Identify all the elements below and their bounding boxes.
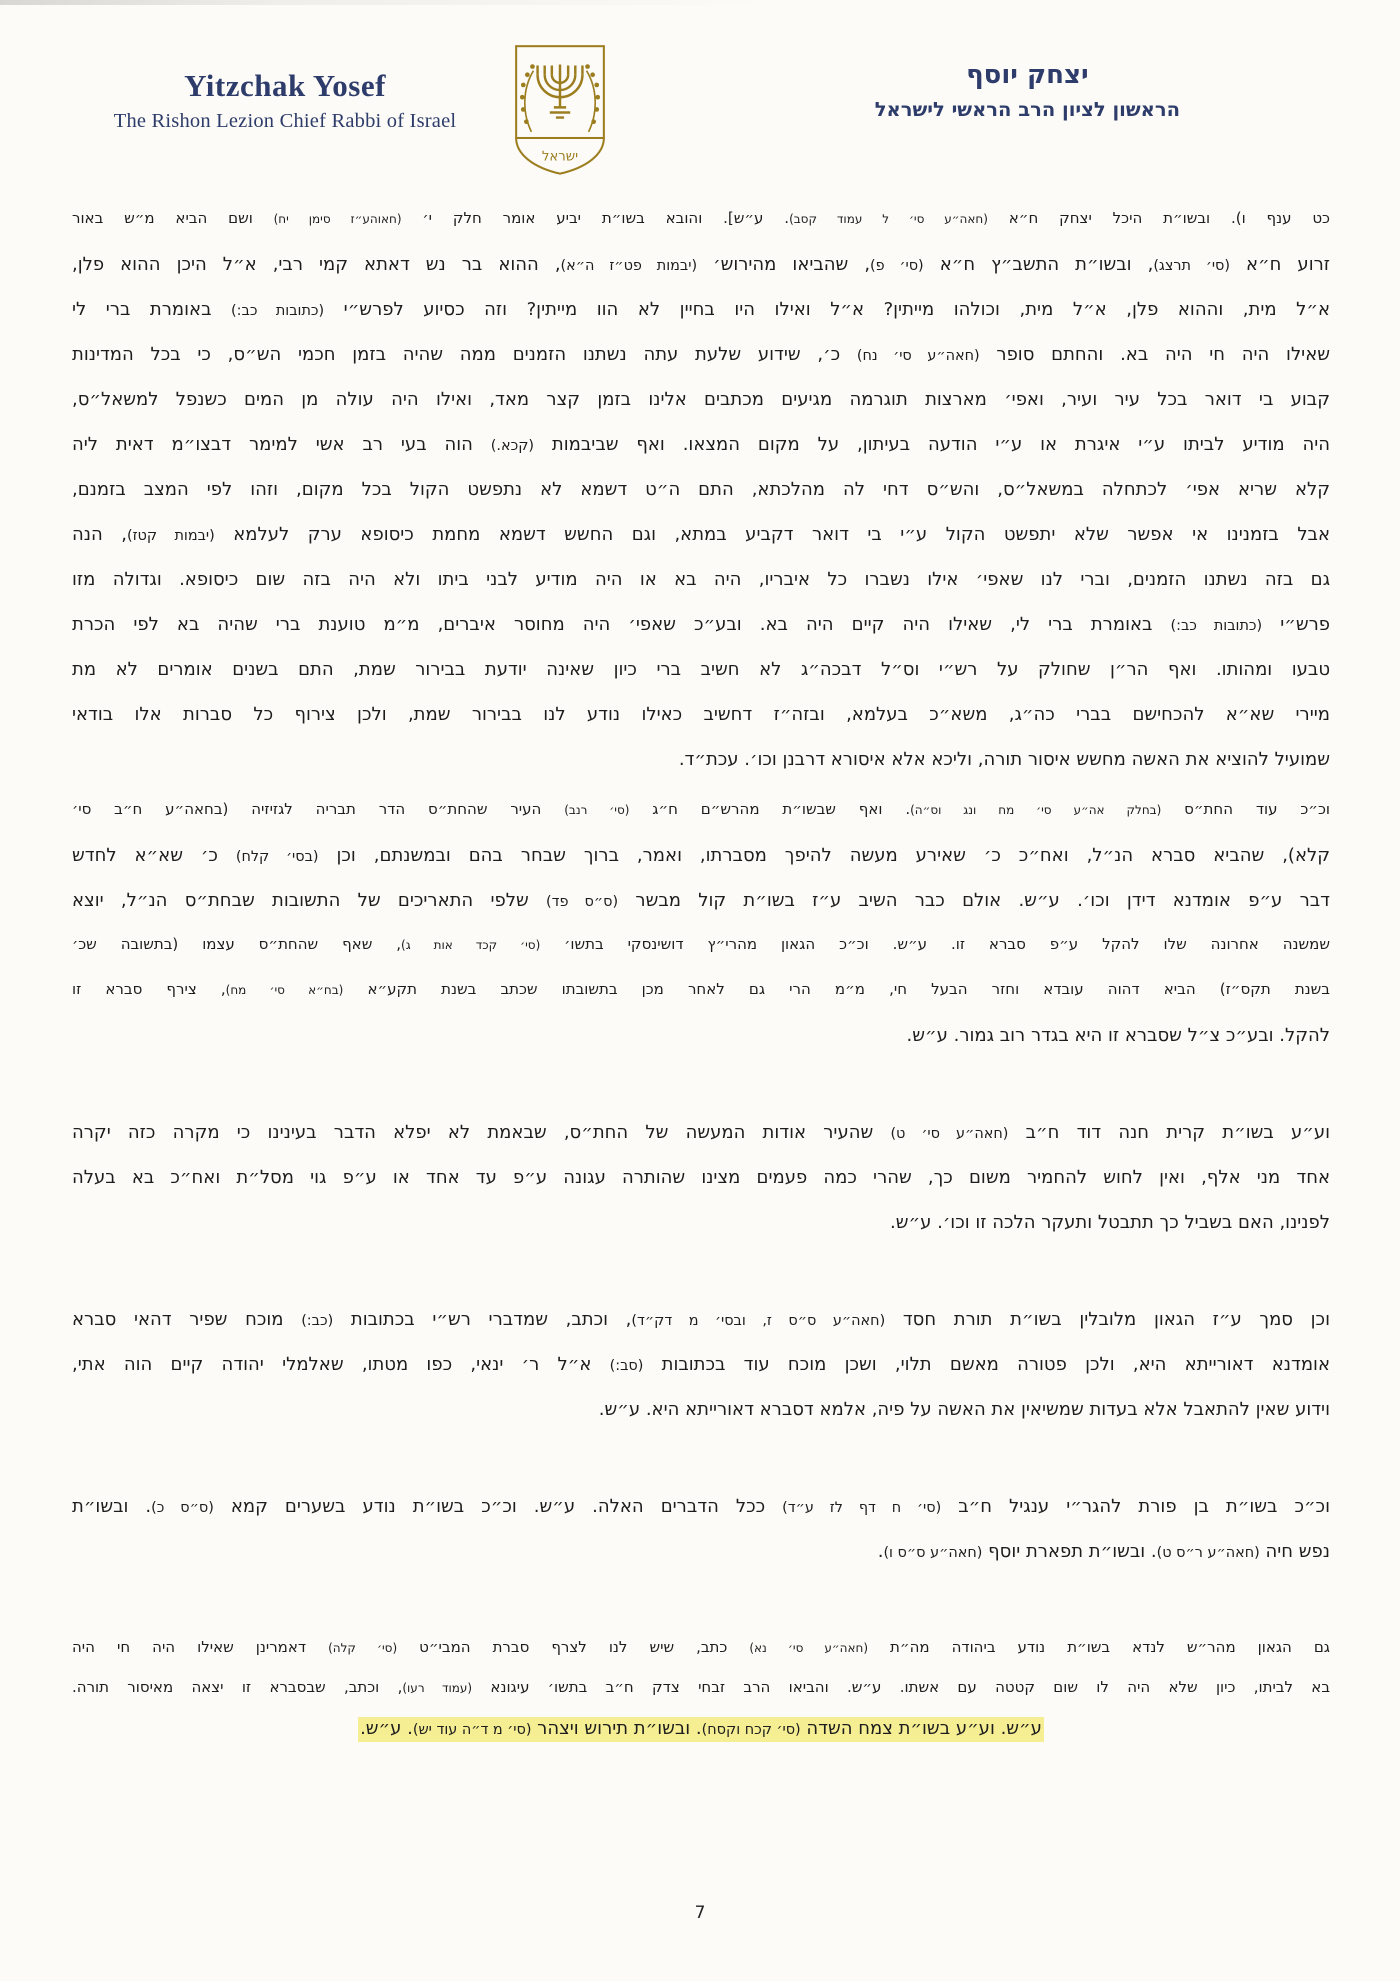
text-line: כט ענף ו). ובשו״ת היכל יצחק ח״א (חאה״ע סי׳ ל עמוד קסב). ע״ש]. והובא בשו״ת יביע אומר חלק י׳ (חאוהע״ז סימן יח) ושם הביא מ״ש באור xyxy=(72,209,1330,227)
text-line: גם בזה נשתנו הזמנים, וברי לנו שאפי׳ אילו נשברו כל איבריו, היה בא או היה מודיע לבני ביתו ולא היה בזה שום כיסופא. וגדולה מזו xyxy=(72,569,1330,590)
text-line: קלא), שהביא סברא הנ״ל, ואח״כ כ׳ שאירע מעשה להיפך מסברתו, ואמר, ברוך שבחר בהם ובמשנתם, וכן (בסי׳ קלח) כ׳ שא״א לחדש xyxy=(72,845,1330,866)
header-english-block xyxy=(75,68,495,133)
text-line: וידוע שאין להתאבל אלא בעדות שמשיאין את האשה על פיה, אלמא דסברא דאורייתא היא. ע״ש. xyxy=(598,1399,1330,1420)
header-hebrew-block xyxy=(875,60,1330,121)
text-line: שאילו היה חי היה בא. והחתם סופר (חאה״ע סי׳ נח) כ׳, שידוע שלעת עתה נשתנו הזמנים ממה שהיה בזמן חכמי הש״ס, כי בכל המדינות xyxy=(72,344,1330,365)
text-line: בשנת תקס״ז) הביא דהוה עובדא וחזר הבעל חי, מ״מ הרי גם לאחר מכן בתשובתו שכתב בשנת תקע״א (בח״א סי׳ מח), צירף סברא זו xyxy=(72,980,1330,998)
text-line: גם הגאון מהר״ש לנדא בשו״ת נודע ביהודה מה״ת (חאה״ע סי׳ נא) כתב, שיש לנו לצרף סברת המבי״ט (סי׳ קלה) דאמרינן שאילו היה חי היה xyxy=(72,1638,1330,1656)
emblem-israel-label: ישראל xyxy=(541,149,579,165)
letterhead-header xyxy=(0,0,1400,185)
text-line: זרוע ח״א (סי׳ תרצג), ובשו״ת התשב״ץ ח״א (סי׳ פ), שהביאו מהירוש׳ (יבמות פט״ז ה״א), ההוא בר נש דאתא קמי רבי, א״ל היכן ההוא פלן, xyxy=(72,254,1330,275)
text-line: שמועיל להוציא את האשה מחשש איסור תורה, וליכא אלא איסורא דרבנן וכו׳. עכת״ד. xyxy=(678,749,1330,770)
paragraph xyxy=(72,1309,1330,1444)
rabbi-name-english: Yitzchak Yosef xyxy=(184,68,386,103)
paragraph xyxy=(72,1122,1330,1257)
text-line: קבוע בי דואר בכל עיר ועיר, ואפי׳ מארצות תוגרמה מגיעים מכתבים אלינו בזמן קצר מאד, ואילו היה עולה מן המים כשנפל למשאל״ס, xyxy=(72,389,1330,410)
text-line: אחד מני אלף, ואין לחוש להחמיר משום כך, שהרי כמה פעמים מצינו שהותרה עגונה ע״פ עד אחד או ע״פ גוי מסל״ת ואח״כ בא בעלה xyxy=(72,1167,1330,1188)
text-line: וכ״כ עוד החת״ס (בחלק אה״ע סי׳ מח ונג וס״ה). ואף שבשו״ת מהרש״ם ח״ג (סי׳ רנב) העיר שהחת״ס הדר תבריה לגזיזיה (בחאה״ע ח״ב סי׳ xyxy=(72,800,1330,818)
text-line: לפנינו, האם בשביל כך תתבטל ותעקר הלכה זו וכו׳. ע״ש. xyxy=(890,1212,1330,1233)
paragraph xyxy=(72,1638,1330,1758)
text-line: היה מודיע לביתו ע״י איגרת או ע״י הודעה בעיתון, על מקום המצאו. ואף שביבמות (קכא.) הוה בעי רב אשי למימר דבצו״מ דאית ליה xyxy=(72,434,1331,455)
text-line: וע״ע בשו״ת קרית חנה דוד ח״ב (חאה״ע סי׳ ט) שהעיר אודות המעשה של החת״ס, שבאמת לא יפלא הדבר בעינינו כי מקרה כזה יקרה xyxy=(72,1122,1331,1143)
text-line: אומדנא דאורייתא היא, ולכן פטורה מאשם תלוי, ושכן מוכח עוד בכתובות (סב:) א״ל ר׳ ינאי, כפו מטתו, שאלמלי יהודה קיים הוה אתי, xyxy=(72,1354,1330,1375)
highlighted-text: ע״ש. וע״ע בשו״ת צמח השדה (סי׳ קכח וקסח). ובשו״ת תירוש ויצהר (סי׳ מ ד״ה עוד יש). ע״ש. xyxy=(360,1718,1042,1739)
rabbi-title-english: The Rishon Lezion Chief Rabbi of Israel xyxy=(113,110,457,132)
page-footer xyxy=(0,1903,1400,1923)
page-number: 7 xyxy=(694,1903,706,1923)
text-line: דבר ע״פ אומדנא דידן וכו׳. ע״ש. אולם כבר השיב ע״ז בשו״ת קול מבשר (ס״ס פד) שלפי התאריכים של התשובות שבחת״ס הנ״ל, יוצא xyxy=(72,890,1330,911)
text-line: להקל. ובע״כ צ״ל שסברא זו היא בגדר רוב גמור. ע״ש. xyxy=(906,1025,1330,1046)
paragraph xyxy=(72,209,1330,794)
text-line: שמשנה אחרונה שלו להקל ע״פ סברא זו. ע״ש. וכ״כ הגאון מהרי״ץ דושינסקי בתשו׳ (סי׳ קכד אות ג), שאף שהחת״ס עצמו (בתשובה שכ׳ xyxy=(72,935,1331,953)
text-line: טבעו ומהותו. ואף הר״ן שחולק על רש״י וס״ל דבכה״ג לא חשיב ברי כיון שאינה יודעת בבירור שמת, התם בשנים אומרים לא מת xyxy=(72,659,1330,680)
text-line: וכן סמך ע״ז הגאון מלובלין בשו״ת תורת חסד (חאה״ע ס״ס ז, ובסי׳ מ דק״ד), וכתב, שמדברי רש״י בכתובות (כב:) מוכח שפיר דהאי סברא xyxy=(72,1309,1330,1330)
text-line: מיירי שא״א להכחישם בברי כה״ג, משא״כ בעלמא, ובזה״ז דחשיב כאילו נודע לנו בבירור שמת, ולכן צירוף כל סברות אלו בודאי xyxy=(72,704,1330,725)
text-line: בא לביתו, כיון שלא היה לו שום קטטה עם אשתו. ע״ש. והביאו הרב זבחי צדק ח״ב בתשו׳ עיגונא (עמוד רעו), וכתב, שבסברא זו יצאה מאיסור תורה. xyxy=(72,1678,1331,1696)
text-line: נפש חיה (חאה״ע ר״ס ט). ובשו״ת תפארת יוסף (חאה״ע ס״ס ו). xyxy=(877,1541,1330,1562)
paragraph xyxy=(72,800,1330,1070)
text-line: קלא שריא אפי׳ לכתחלה במשאל״ס, והש״ס דחי לה מהלכתא, התם ה״ט דשמא לא נתפשט הקול בכל מקום, וזהו לפי המצב בזמנם, xyxy=(72,479,1330,500)
text-line: אבל בזמנינו אי אפשר שלא יתפשט הקול ע״י בי דואר דקביע במתא, וגם החשש דשמא מחמת כיסופא ערק לעלמא (יבמות קטז), הנה xyxy=(72,524,1330,545)
paragraph xyxy=(72,1496,1330,1586)
text-line: וכ״כ בשו״ת בן פורת להגר״י ענגיל ח״ב (סי׳ ח דף לז ע״ד) ככל הדברים האלה. ע״ש. וכ״כ בשו״ת נודע בשערים קמא (ס״ס כ). ובשו״ת xyxy=(72,1496,1330,1517)
text-line: פרש״י (כתובות כב:) באומרת ברי לי, שאילו היה קיים היה בא. ובע״כ שאפי׳ היה מחוסר איברים, מ״מ טוענת ברי שהיה בא לפי הכרת xyxy=(72,614,1330,635)
text-line xyxy=(72,1718,1330,1758)
israel-state-emblem-icon xyxy=(495,42,625,185)
rabbi-name-hebrew: יצחק יוסף xyxy=(966,60,1089,90)
menorah-icon xyxy=(538,65,583,118)
rabbi-title-hebrew: הראשון לציון הרב הראשי לישראל xyxy=(874,98,1180,121)
responsum-body-text xyxy=(0,185,1400,1758)
text-line: א״ל מית, וההוא פלן, א״ל מית, וכולהו מייתין? א״ל ואילו היו בחיין לא הוו מייתין? וזה כסיוע לפרש״י (כתובות כב:) באומרת ברי לי xyxy=(72,299,1330,320)
